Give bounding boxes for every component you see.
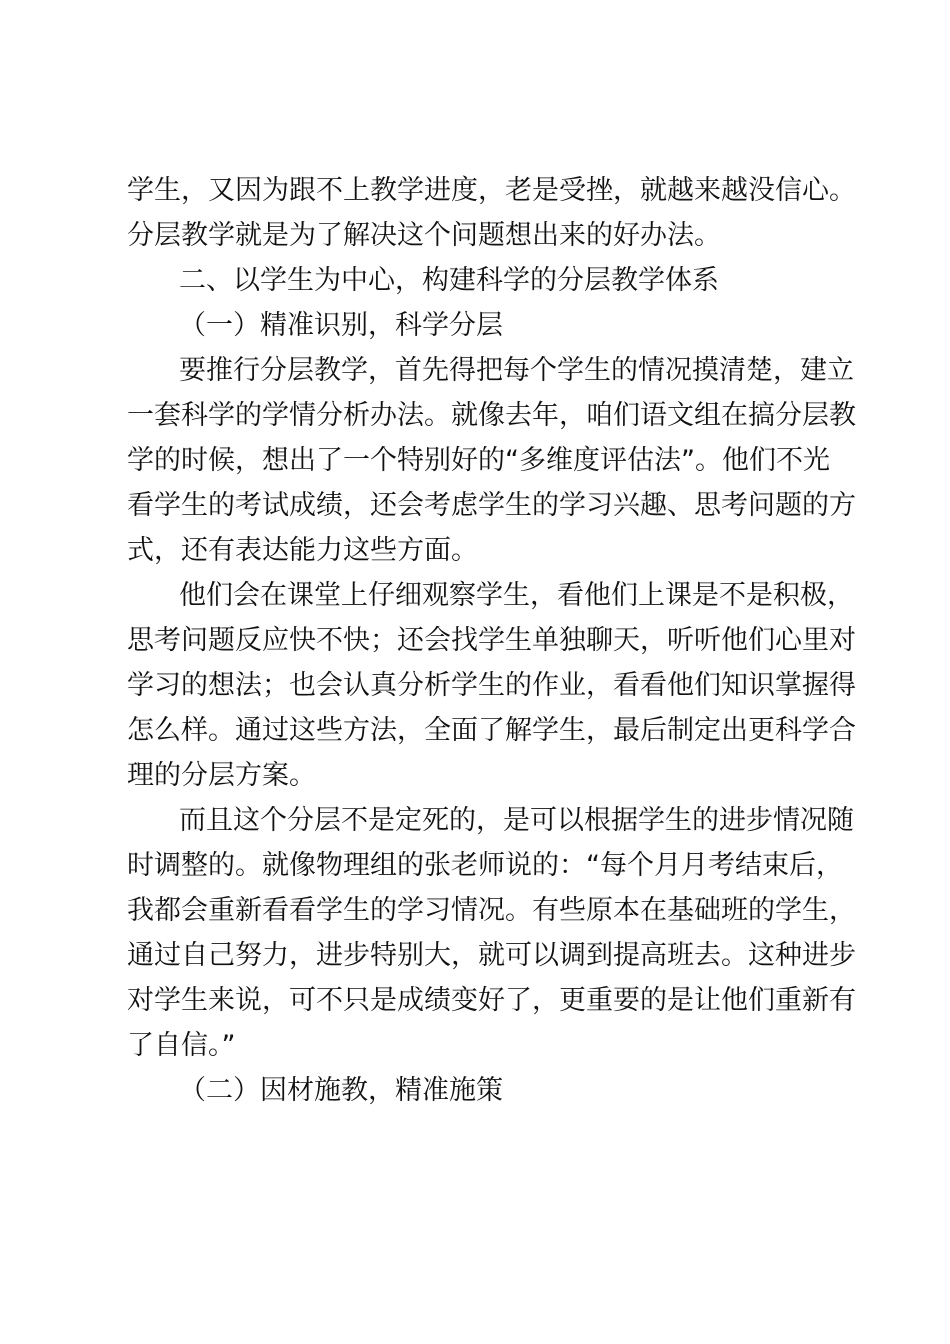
- text-line: 看学生的考试成绩，还会考虑学生的学习兴趣、思考问题的方: [127, 490, 856, 521]
- text-line: 对学生来说，可不只是成绩变好了，更重要的是让他们重新有: [127, 985, 856, 1016]
- text-line: 分层教学就是为了解决这个问题想出来的好办法。: [127, 220, 721, 251]
- text-line: 思考问题反应快不快；还会找学生单独聊天，听听他们心里对: [127, 625, 856, 656]
- text-line: 通过自己努力，进步特别大，就可以调到提高班去。这种进步: [127, 940, 856, 971]
- text-line: 他们会在课堂上仔细观察学生，看他们上课是不是积极，: [179, 580, 854, 611]
- section-heading: 二、以学生为中心，构建科学的分层教学体系: [179, 265, 719, 296]
- document-body: [127, 168, 856, 1113]
- text-line: 而且这个分层不是定死的，是可以根据学生的进步情况随: [179, 805, 854, 836]
- text-line: 我都会重新看看学生的学习情况。有些原本在基础班的学生，: [127, 895, 856, 926]
- text-line: 学的时候，想出了一个特别好的“多维度评估法”。他们不光: [127, 445, 830, 476]
- text-line: 学生，又因为跟不上教学进度，老是受挫，就越来越没信心。: [127, 175, 856, 206]
- text-line: 一套科学的学情分析办法。就像去年，咱们语文组在搞分层教: [127, 400, 856, 431]
- text-line: 学习的想法；也会认真分析学生的作业，看看他们知识掌握得: [127, 670, 856, 701]
- subsection-heading: （一）精准识别，科学分层: [179, 310, 503, 341]
- text-line: 怎么样。通过这些方法，全面了解学生，最后制定出更科学合: [127, 715, 856, 746]
- text-line: 要推行分层教学，首先得把每个学生的情况摸清楚，建立: [179, 355, 854, 386]
- text-line: 理的分层方案。: [127, 760, 316, 791]
- text-line: 了自信。”: [127, 1030, 236, 1061]
- text-line: 时调整的。就像物理组的张老师说的：“每个月月考结束后，: [127, 850, 843, 881]
- text-line: 式，还有表达能力这些方面。: [127, 535, 478, 566]
- subsection-heading: （二）因材施教，精准施策: [179, 1075, 503, 1106]
